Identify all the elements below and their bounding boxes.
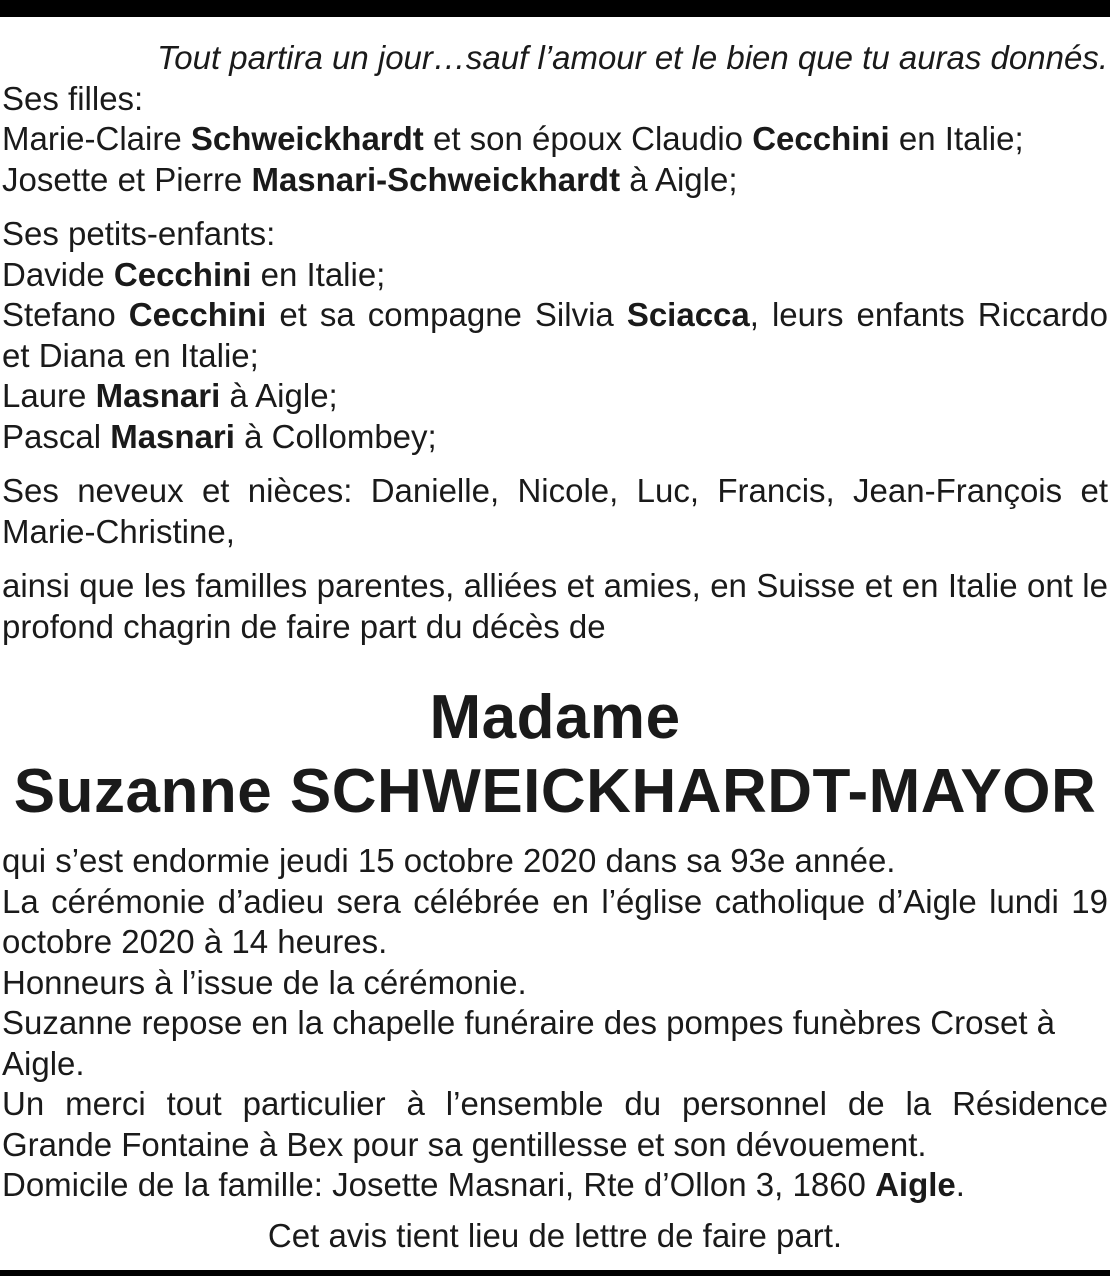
daughters-section	[2, 79, 1108, 201]
families-announcement: ainsi que les familles parentes, alliées et amies, en Suisse et en Italie ont le profond chagrin de faire part du décès de	[2, 567, 1108, 645]
surname: Sciacca	[626, 296, 750, 333]
surname: Masnari-Schweickhardt	[251, 160, 621, 198]
grandchild-line-1: Davide Cecchini en Italie;	[2, 255, 386, 293]
grandchild-line-3: Laure Masnari à Aigle;	[2, 377, 338, 414]
daughter-line-1: Marie-Claire Schweickhardt et son époux Claudio Cecchini en Italie;	[2, 120, 1024, 157]
surname: Cecchini	[128, 296, 267, 333]
grandchild-line-4: Pascal Masnari à Collombey;	[2, 417, 437, 455]
bottom-rule	[0, 1270, 1110, 1276]
detail-chapel: Suzanne repose en la chapelle funéraire des pompes funèbres Croset à Aigle.	[2, 1004, 1056, 1082]
deceased-name: Suzanne SCHWEICKHARDT-MAYOR	[13, 757, 1097, 826]
surname: Masnari	[95, 377, 221, 414]
detail-domicile: Domicile de la famille: Josette Masnari, Rte d’Ollon 3, 1860 Aigle.	[2, 1166, 965, 1203]
footer-note: Cet avis tient lieu de lettre de faire part.	[267, 1216, 843, 1254]
detail-passing: qui s’est endormie jeudi 15 octobre 2020 dans sa 93e année.	[2, 842, 896, 879]
detail-ceremony: La cérémonie d’adieu sera célébrée en l’église catholique d’Aigle lundi 19 octobre 2020 à 14 heures.	[2, 882, 1108, 960]
obituary-notice	[2, 38, 1108, 1256]
deceased-title: Madame	[429, 683, 681, 752]
grandchildren-heading: Ses petits-enfants:	[2, 215, 276, 252]
details-section	[2, 841, 1108, 1206]
top-rule	[0, 0, 1110, 17]
detail-thanks: Un merci tout particulier à l’ensemble du personnel de la Résidence Grande Fontaine à Bex pour sa gentillesse et son dévouement.	[2, 1085, 1108, 1163]
detail-honours: Honneurs à l’issue de la cérémonie.	[2, 963, 527, 1001]
daughters-heading: Ses filles:	[2, 79, 144, 117]
surname: Schweickhardt	[190, 120, 424, 157]
deceased-name-block	[2, 681, 1108, 829]
surname: Masnari	[110, 417, 235, 455]
surname: Cecchini	[113, 255, 252, 293]
grandchild-line-2: Stefano Cecchini et sa compagne Silvia Sciacca, leurs enfants Riccardo et Diana en Italie;	[2, 296, 1108, 374]
surname: Cecchini	[752, 120, 890, 157]
nephews-nieces: Ses neveux et nièces: Danielle, Nicole, Luc, Francis, Jean-François et Marie-Christine,	[2, 472, 1108, 550]
daughter-line-2: Josette et Pierre Masnari-Schweickhardt à Aigle;	[2, 160, 738, 198]
grandchildren-section	[2, 214, 1108, 457]
motto-quote: Tout partira un jour…sauf l’amour et le bien que tu auras donnés.	[157, 39, 1108, 76]
domicile-city: Aigle	[875, 1166, 956, 1203]
